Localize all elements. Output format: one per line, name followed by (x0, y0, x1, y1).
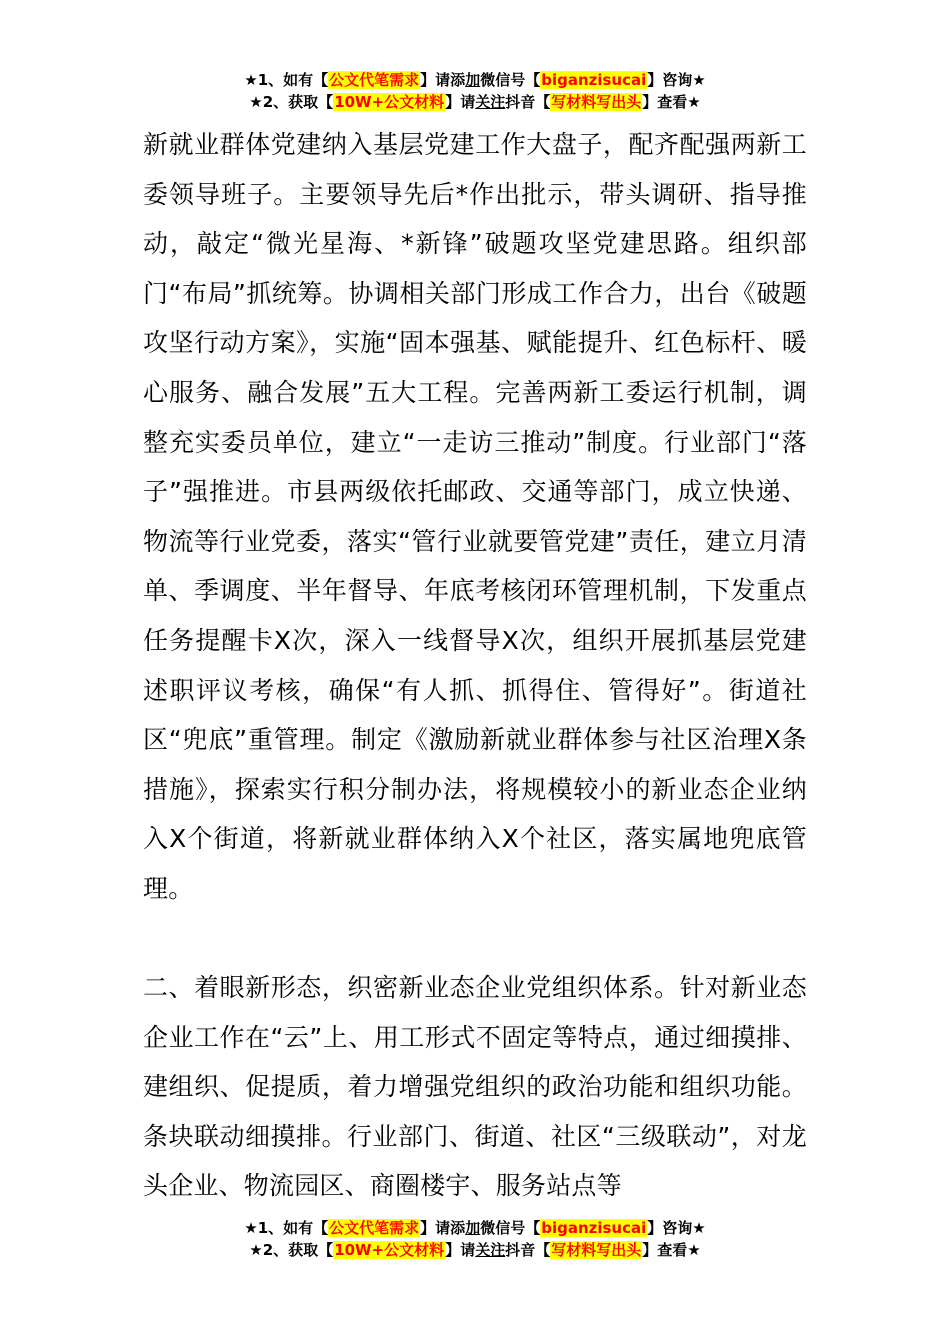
promo-line-1: ★1、如有【公文代笔需求】请添加微信号【biganzisucai】咨询★ (244, 71, 706, 89)
paragraph-party-building-structure: 新就业群体党建纳入基层党建工作大盘子，配齐配强两新工委领导班子。主要领导先后*作出批示，带头调研、指导推动，敲定“微光星海、*新锋”破题攻坚党建思路。组织部门“布局”抓统筹。协调相关部门形成工作合力，出台《破题攻坚行动方案》，实施“固本强基、赋能提升、红色标杆、暖心服务、融合发展”五大工程。完善两新工委运行机制，调整充实委员单位，建立“一走访三推动”制度。行业部门“落子”强推进。市县两级依托邮政、交通等部门，成立快递、物流等行业党委，落实“管行业就要管党建”责任，建立月清单、季调度、半年督导、年底考核闭环管理机制，下发重点任务提醒卡X次，深入一线督导X次，组织开展抓基层党建述职评议考核，确保“有人抓、抓得住、管得好”。街道社区“兜底”重管理。制定《激励新就业群体参与社区治理X条措施》，探索实行积分制办法，将规模较小的新业态企业纳入X个街道，将新就业群体纳入X个社区，落实属地兜底管理。 (143, 130, 807, 903)
promo-highlight-materials: 10W+公文材料 (334, 93, 445, 111)
footer-promo-banner (0, 1217, 950, 1261)
promo-highlight-wechat-id: biganzisucai (541, 71, 647, 89)
promo-highlight-service: 公文代笔需求 (329, 71, 420, 89)
promo-line-1: ★1、如有【公文代笔需求】请添加微信号【biganzisucai】咨询★ (244, 1219, 706, 1237)
paragraph-spacer (143, 914, 807, 964)
document-body (143, 120, 807, 1211)
promo-highlight-service: 公文代笔需求 (329, 1219, 420, 1237)
promo-highlight-materials: 10W+公文材料 (334, 1241, 445, 1259)
paragraph-section-two: 二、着眼新形态，织密新业态企业党组织体系。针对新业态企业工作在“云”上、用工形式不固定等特点，通过细摸排、建组织、促提质，着力增强党组织的政治功能和组织功能。条块联动细摸排。行业部门、街道、社区“三级联动”，对龙头企业、物流园区、商圈楼宇、服务站点等 (143, 973, 807, 1201)
header-promo-banner (0, 69, 950, 113)
promo-line-2: ★2、获取【10W+公文材料】请关注抖音【写材料写出头】查看★ (249, 1241, 701, 1259)
promo-highlight-wechat-id: biganzisucai (541, 1219, 647, 1237)
promo-highlight-douyin-account: 写材料写出头 (551, 1241, 642, 1259)
promo-line-2: ★2、获取【10W+公文材料】请关注抖音【写材料写出头】查看★ (249, 93, 701, 111)
promo-highlight-douyin-account: 写材料写出头 (551, 93, 642, 111)
